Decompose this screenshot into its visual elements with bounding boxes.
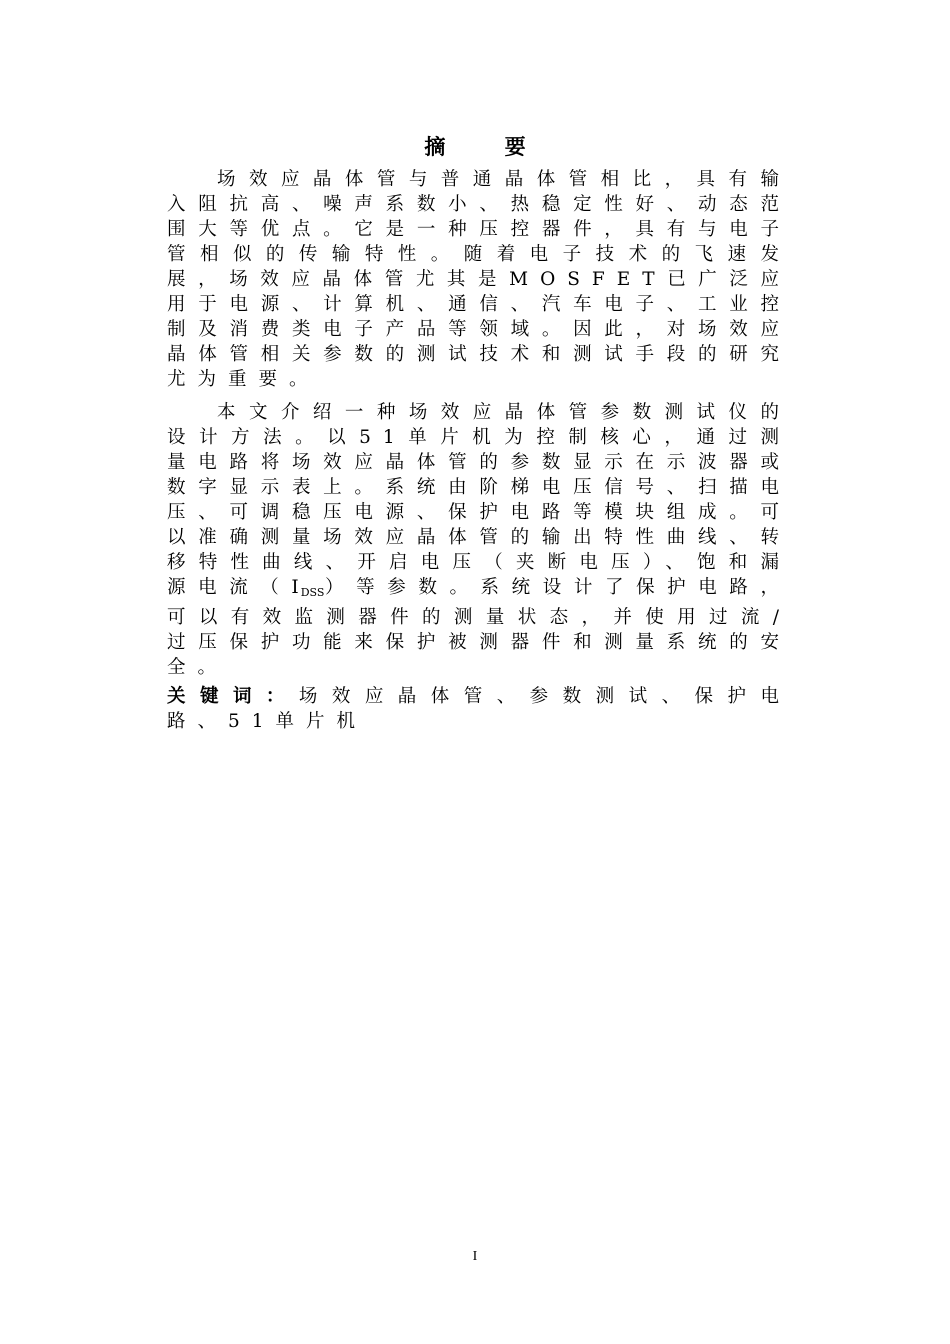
abstract-title: 摘 要 (424, 134, 552, 159)
idss-main: I (291, 577, 301, 598)
abstract-paragraph-1: 场效应晶体管与普通晶体管相比，具有输入阻抗高、噪声系数小、热稳定性好、动态范围大等优点。它是一种压控器件，具有与电子管相似的传输特性。随着电子技术的飞速发展，场效应晶体管尤其是MOSFET已广泛应用于电源、计算机、通信、汽车电子、工业控制及消费类电子产品等领域。因此，对场效应晶体管相关参数的测试技术和测试手段的研究尤为重要。 (167, 169, 791, 390)
idss-symbol (291, 577, 324, 598)
keywords-label: 关键词： (167, 686, 299, 707)
paragraph-2-text-a: 本文介绍一种场效应晶体管参数测试仪的设计方法。以51单片机为控制核心，通过测量电路将场效应晶体管的参数显示在示波器或数字显示表上。系统由阶梯电压信号、扫描电压、可调稳压电源、保护电路等模块组成。可以准确测量场效应晶体管的输出特性曲线、转移特性曲线、开启电压（夹断电压）、饱和漏源电流（ (167, 402, 791, 598)
keywords-text: 场效应晶体管、参数测试、保护电路、51单片机 (167, 686, 791, 732)
page-number: I (472, 1249, 478, 1264)
idss-subscript: DSS (300, 586, 325, 599)
abstract-paragraph-2 (167, 400, 791, 680)
paragraph-2-text-b: ）等参数。系统设计了保护电路，可以有效监测器件的测量状态，并使用过流/过压保护功能来保护被测器件和测量系统的安全。 (167, 577, 791, 678)
keywords-line (167, 684, 791, 734)
